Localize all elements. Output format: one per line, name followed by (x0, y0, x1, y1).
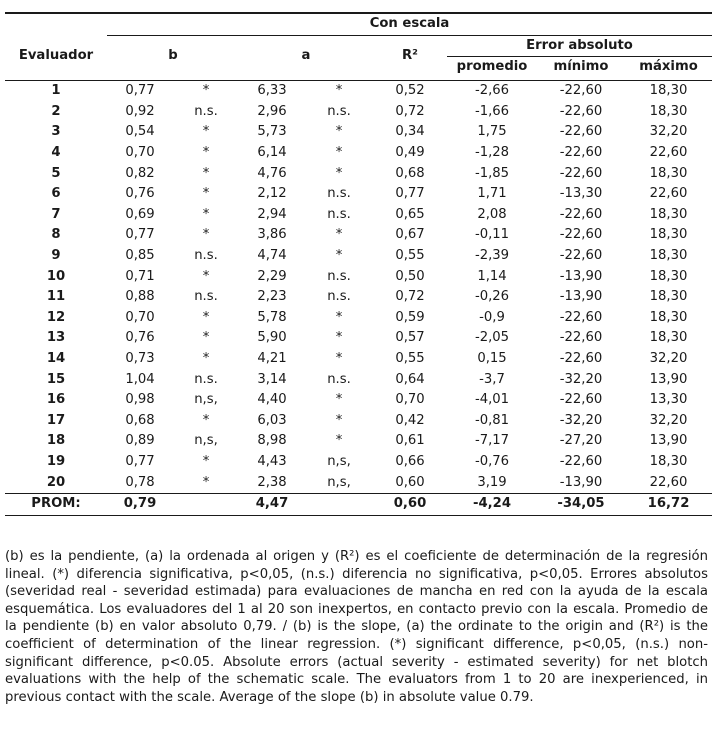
cell-b: 0,70 (125, 309, 155, 325)
cell-r2: 0,50 (395, 268, 425, 284)
column-header-maximo: máximo (639, 59, 698, 75)
cell-evaluador: 19 (46, 453, 66, 469)
cell-evaluador: 6 (51, 186, 61, 202)
cell-b: 0,77 (125, 83, 155, 99)
cell-r2: 0,68 (395, 165, 425, 181)
cell-evaluador: 18 (46, 433, 66, 449)
cell-a-sig: n.s. (327, 371, 351, 387)
table-row (5, 164, 712, 185)
cell-a-sig: * (335, 145, 343, 161)
cell-r2: 0,59 (395, 309, 425, 325)
cell-r2: 0,55 (395, 351, 425, 366)
cell-minimo: -22,60 (559, 206, 603, 222)
cell-b-sig: n,s, (194, 392, 218, 408)
cell-b-sig: * (202, 206, 210, 222)
cell-a: 3,86 (257, 227, 287, 243)
prom-a: 4,47 (239, 494, 305, 516)
cell-b: 0,76 (125, 330, 155, 346)
cell-evaluador: 20 (46, 474, 66, 490)
cell-maximo: 18,30 (649, 309, 688, 325)
cell-b-sig: * (202, 186, 210, 202)
cell-evaluador: 16 (46, 392, 66, 408)
group-header-error-absoluto: Error absoluto (447, 35, 712, 57)
cell-b-sig: n.s. (194, 289, 218, 305)
cell-minimo: -22,60 (559, 124, 603, 140)
column-header-promedio: promedio (456, 59, 528, 75)
cell-promedio: -0,76 (474, 453, 510, 469)
cell-promedio: 0,15 (477, 351, 507, 366)
table-row (5, 225, 712, 246)
cell-promedio: -1,28 (474, 145, 510, 161)
cell-maximo: 13,30 (649, 392, 688, 408)
cell-b-sig: * (202, 412, 210, 428)
cell-maximo: 18,30 (649, 453, 688, 469)
cell-a-sig: * (335, 433, 343, 449)
table-body (5, 81, 712, 494)
cell-r2: 0,72 (395, 289, 425, 305)
cell-a-sig: * (335, 83, 343, 99)
table-header (5, 13, 712, 81)
cell-b-sig: * (202, 165, 210, 181)
cell-maximo: 18,30 (649, 206, 688, 222)
cell-b: 0,73 (125, 351, 155, 366)
cell-promedio: 1,71 (477, 186, 507, 202)
cell-b: 0,71 (125, 268, 155, 284)
cell-maximo: 18,30 (649, 103, 688, 119)
group-header-con-escala: Con escala (107, 13, 712, 35)
cell-b-sig: * (202, 268, 210, 284)
table-row (5, 328, 712, 349)
cell-b: 0,98 (125, 392, 155, 408)
cell-b-sig: * (202, 474, 210, 490)
cell-a-sig: * (335, 392, 343, 408)
table-row (5, 246, 712, 267)
table-row (5, 184, 712, 205)
cell-r2: 0,67 (395, 227, 425, 243)
cell-a: 2,29 (257, 268, 287, 284)
table-row (5, 267, 712, 288)
table-row (5, 452, 712, 473)
cell-a-sig: n.s. (327, 268, 351, 284)
cell-minimo: -32,20 (559, 412, 603, 428)
cell-r2: 0,70 (395, 392, 425, 408)
cell-b-sig: * (202, 145, 210, 161)
cell-a: 2,94 (257, 206, 287, 222)
cell-maximo: 22,60 (649, 186, 688, 202)
column-header-evaluador: Evaluador (18, 48, 94, 64)
cell-evaluador: 1 (51, 83, 61, 99)
cell-evaluador: 4 (51, 145, 61, 161)
cell-a-sig: * (335, 330, 343, 346)
cell-a-sig: n.s. (327, 186, 351, 202)
cell-promedio: 3,19 (477, 474, 507, 490)
prom-maximo: 16,72 (625, 494, 712, 516)
cell-minimo: -13,30 (559, 186, 603, 202)
cell-minimo: -22,60 (559, 248, 603, 264)
cell-promedio: -2,66 (474, 83, 510, 99)
cell-promedio: -0,11 (474, 227, 510, 243)
cell-evaluador: 2 (51, 103, 61, 119)
cell-minimo: -22,60 (559, 227, 603, 243)
cell-b: 0,77 (125, 453, 155, 469)
cell-r2: 0,66 (395, 453, 425, 469)
cell-promedio: 1,75 (477, 124, 507, 140)
table-row (5, 143, 712, 164)
cell-minimo: -22,60 (559, 453, 603, 469)
cell-a: 2,96 (257, 103, 287, 119)
prom-r2: 0,60 (373, 494, 447, 516)
table-row-prom (5, 494, 712, 516)
table-row (5, 287, 712, 308)
cell-maximo: 18,30 (649, 165, 688, 181)
prom-label: PROM: (5, 494, 107, 516)
table-row (5, 431, 712, 452)
cell-evaluador: 13 (46, 330, 66, 346)
cell-b-sig: * (202, 124, 210, 140)
cell-maximo: 22,60 (649, 145, 688, 161)
cell-r2: 0,34 (395, 124, 425, 140)
cell-b: 0,78 (125, 474, 155, 490)
cell-b: 0,69 (125, 206, 155, 222)
cell-minimo: -13,90 (559, 268, 603, 284)
cell-promedio: -3,7 (479, 371, 505, 387)
cell-b-sig: * (202, 227, 210, 243)
cell-a: 8,98 (257, 433, 287, 449)
cell-a: 2,38 (257, 474, 287, 490)
cell-a: 5,78 (257, 309, 287, 325)
column-header-minimo: mínimo (553, 59, 609, 75)
cell-maximo: 18,30 (649, 227, 688, 243)
cell-maximo: 32,20 (649, 124, 688, 140)
column-header-r2: R² (402, 48, 418, 64)
table-row (5, 349, 712, 370)
column-header-b: b (168, 48, 178, 64)
cell-a: 2,12 (257, 186, 287, 202)
cell-promedio: -0,26 (474, 289, 510, 305)
cell-a: 4,40 (257, 392, 287, 408)
cell-maximo: 32,20 (649, 412, 688, 428)
cell-maximo: 13,90 (649, 433, 688, 449)
cell-maximo: 18,30 (649, 83, 688, 99)
cell-a: 4,43 (257, 453, 287, 469)
cell-a: 6,33 (257, 83, 287, 99)
cell-minimo: -27,20 (559, 433, 603, 449)
cell-minimo: -22,60 (559, 103, 603, 119)
cell-a-sig: * (335, 227, 343, 243)
cell-b: 0,88 (125, 289, 155, 305)
cell-maximo: 18,30 (649, 330, 688, 346)
cell-a-sig: n.s. (327, 289, 351, 305)
results-table (5, 12, 712, 516)
prom-promedio: -4,24 (447, 494, 537, 516)
table-row (5, 411, 712, 432)
cell-evaluador: 14 (46, 351, 66, 366)
cell-r2: 0,64 (395, 371, 425, 387)
cell-b-sig: n.s. (194, 103, 218, 119)
cell-promedio: -2,39 (474, 248, 510, 264)
cell-promedio: 2,08 (477, 206, 507, 222)
cell-b: 0,85 (125, 248, 155, 264)
cell-promedio: -0,9 (479, 309, 505, 325)
cell-a: 6,14 (257, 145, 287, 161)
cell-minimo: -22,60 (559, 165, 603, 181)
cell-b-sig: n,s, (194, 433, 218, 449)
cell-minimo: -32,20 (559, 371, 603, 387)
cell-r2: 0,42 (395, 412, 425, 428)
cell-a-sig: * (335, 248, 343, 264)
cell-maximo: 18,30 (649, 289, 688, 305)
cell-a: 5,73 (257, 124, 287, 140)
cell-minimo: -22,60 (559, 351, 603, 366)
cell-minimo: -22,60 (559, 145, 603, 161)
cell-b: 0,54 (125, 124, 155, 140)
cell-evaluador: 15 (46, 371, 66, 387)
prom-b: 0,79 (107, 494, 173, 516)
table-row (5, 390, 712, 411)
cell-a-sig: n.s. (327, 206, 351, 222)
cell-b-sig: * (202, 330, 210, 346)
cell-a-sig: n.s. (327, 103, 351, 119)
cell-b-sig: * (202, 83, 210, 99)
cell-a-sig: * (335, 351, 343, 366)
cell-maximo: 32,20 (649, 351, 688, 366)
table-row (5, 370, 712, 391)
cell-maximo: 22,60 (649, 474, 688, 490)
table-row (5, 81, 712, 102)
cell-b-sig: n.s. (194, 371, 218, 387)
cell-minimo: -13,90 (559, 474, 603, 490)
cell-r2: 0,52 (395, 83, 425, 99)
cell-promedio: -0,81 (474, 412, 510, 428)
cell-evaluador: 11 (46, 289, 66, 305)
table-row (5, 122, 712, 143)
column-header-a: a (301, 48, 311, 64)
cell-b-sig: * (202, 351, 210, 366)
cell-r2: 0,61 (395, 433, 425, 449)
cell-b-sig: n.s. (194, 248, 218, 264)
cell-a-sig: * (335, 309, 343, 325)
cell-a: 6,03 (257, 412, 287, 428)
cell-b-sig: * (202, 309, 210, 325)
cell-a: 4,76 (257, 165, 287, 181)
cell-promedio: -4,01 (474, 392, 510, 408)
cell-b: 0,82 (125, 165, 155, 181)
cell-b-sig: * (202, 453, 210, 469)
cell-a-sig: * (335, 165, 343, 181)
cell-evaluador: 3 (51, 124, 61, 140)
cell-evaluador: 7 (51, 206, 61, 222)
cell-minimo: -22,60 (559, 309, 603, 325)
table-row (5, 205, 712, 226)
cell-r2: 0,55 (395, 248, 425, 264)
cell-evaluador: 9 (51, 248, 61, 264)
cell-evaluador: 8 (51, 227, 61, 243)
cell-r2: 0,57 (395, 330, 425, 346)
cell-promedio: 1,14 (477, 268, 507, 284)
cell-maximo: 18,30 (649, 248, 688, 264)
cell-evaluador: 12 (46, 309, 66, 325)
cell-a: 2,23 (257, 289, 287, 305)
table-row (5, 308, 712, 329)
cell-maximo: 18,30 (649, 268, 688, 284)
cell-b: 1,04 (125, 371, 155, 387)
cell-a: 4,21 (257, 351, 287, 366)
cell-b: 0,89 (125, 433, 155, 449)
cell-a-sig: n,s, (327, 453, 351, 469)
cell-maximo: 13,90 (649, 371, 688, 387)
cell-b: 0,70 (125, 145, 155, 161)
table-row (5, 102, 712, 123)
cell-a: 3,14 (257, 371, 287, 387)
cell-promedio: -7,17 (474, 433, 510, 449)
cell-promedio: -1,85 (474, 165, 510, 181)
cell-r2: 0,60 (395, 474, 425, 490)
table-caption: (b) es la pendiente, (a) la ordenada al origen y (R²) es el coeficiente de determinación de la regresión lineal. (*) diferencia significativa, p<0,05, (n.s.) diferencia no significativa, p<0,05. Errores absolutos (severidad real - severidad estimada) para evaluaciones de mancha en red con la ayuda de la escala esquemática. Los evaluadores del 1 al 20 son inexpertos, en contacto previo con la escala. Promedio de la pendiente (b) en valor absoluto 0,79. / (b) is the slope, (a) the ordinate to the origin and (R²) is the coefficient of determination of the linear regression. (*) significant difference, p<0,05, (n.s.) non-significant difference, p<0.05. Absolute errors (actual severity - estimated severity) for net blotch evaluations with the help of the schematic scale. The evaluators from 1 to 20 are inexperienced, in previous contact with the scale. Average of the slope (b) in absolute value 0.79. (5, 549, 708, 705)
cell-minimo: -22,60 (559, 330, 603, 346)
cell-promedio: -1,66 (474, 103, 510, 119)
cell-evaluador: 5 (51, 165, 61, 181)
cell-a-sig: n,s, (327, 474, 351, 490)
cell-a-sig: * (335, 124, 343, 140)
cell-b: 0,77 (125, 227, 155, 243)
cell-evaluador: 17 (46, 412, 66, 428)
cell-a: 4,74 (257, 248, 287, 264)
cell-minimo: -22,60 (559, 392, 603, 408)
cell-a: 5,90 (257, 330, 287, 346)
cell-r2: 0,72 (395, 103, 425, 119)
cell-minimo: -13,90 (559, 289, 603, 305)
cell-r2: 0,65 (395, 206, 425, 222)
cell-a-sig: * (335, 412, 343, 428)
cell-b: 0,68 (125, 412, 155, 428)
cell-r2: 0,49 (395, 145, 425, 161)
cell-promedio: -2,05 (474, 330, 510, 346)
table-row (5, 473, 712, 494)
cell-minimo: -22,60 (559, 83, 603, 99)
cell-b: 0,76 (125, 186, 155, 202)
cell-evaluador: 10 (46, 268, 66, 284)
cell-b: 0,92 (125, 103, 155, 119)
cell-r2: 0,77 (395, 186, 425, 202)
prom-minimo: -34,05 (537, 494, 625, 516)
